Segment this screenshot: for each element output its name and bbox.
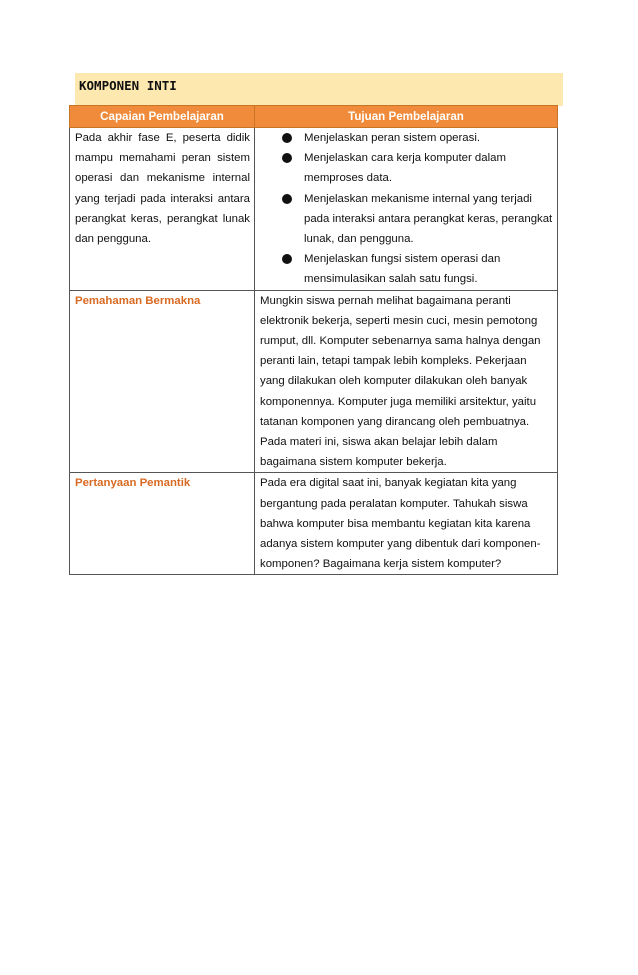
pemahaman-text: Mungkin siswa pernah melihat bagaimana peranti elektronik bekerja, seperti mesin cuci, mesin pemotong rumput, dll. Komputer sebenarnya sama halnya dengan peranti lain, tetapi tampak lebih kompleks. Pekerjaan yang dilakukan oleh komputer dilakukan oleh banyak komponennya. Komputer juga memiliki arsitektur, yaitu tatanan komponen yang dirancang oleh pembuatnya. Pada materi ini, siswa akan belajar lebih dalam bagaimana sistem komputer bekerja. <box>255 290 558 473</box>
section-title: KOMPONEN INTI <box>79 78 177 93</box>
tujuan-cell <box>255 128 558 291</box>
pertanyaan-label: Pertanyaan Pemantik <box>70 473 255 575</box>
tujuan-list <box>260 128 553 290</box>
list-item <box>282 189 553 250</box>
table-row <box>70 128 558 291</box>
list-item <box>282 128 553 148</box>
header-tujuan-pembelajaran: Tujuan Pembelajaran <box>255 106 558 128</box>
table-row <box>70 290 558 473</box>
tujuan-item-text: Menjelaskan fungsi sistem operasi dan mensimulasikan salah satu fungsi. <box>304 253 501 286</box>
tujuan-item-text: Menjelaskan cara kerja komputer dalam memproses data. <box>304 152 506 185</box>
bullet-icon <box>282 153 292 163</box>
capaian-text: Pada akhir fase E, peserta didik mampu memahami peran sistem operasi dan mekanisme internal yang terjadi pada interaksi antara perangkat keras, perangkat lunak dan pengguna. <box>70 128 255 291</box>
bullet-icon <box>282 133 292 143</box>
bullet-icon <box>282 254 292 264</box>
section-banner <box>75 73 563 106</box>
table-header-row <box>70 106 558 128</box>
tujuan-item-text: Menjelaskan mekanisme internal yang terjadi pada interaksi antara perangkat keras, perangkat lunak, dan pengguna. <box>304 192 553 246</box>
table-row <box>70 473 558 575</box>
tujuan-item-text: Menjelaskan peran sistem operasi. <box>304 132 481 144</box>
header-capaian-pembelajaran: Capaian Pembelajaran <box>70 106 255 128</box>
learning-components-table <box>69 105 558 575</box>
list-item <box>282 249 553 289</box>
pemahaman-label: Pemahaman Bermakna <box>70 290 255 473</box>
pertanyaan-text: Pada era digital saat ini, banyak kegiatan kita yang bergantung pada peralatan komputer. Tahukah siswa bahwa komputer bisa membantu kegiatan kita karena adanya sistem komputer yang dibentuk dari komponen-komponen? Bagaimana kerja sistem komputer? <box>255 473 558 575</box>
list-item <box>282 148 553 188</box>
bullet-icon <box>282 194 292 204</box>
